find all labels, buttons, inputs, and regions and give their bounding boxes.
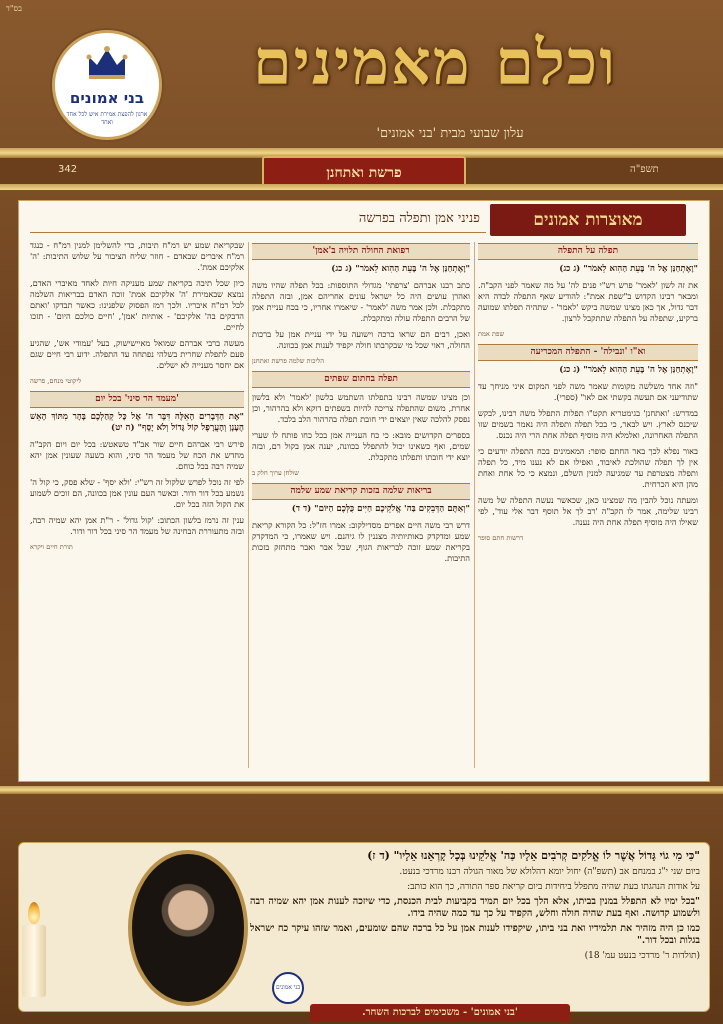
source-citation: דרשות חתם סופר <box>478 534 524 542</box>
memorial-line: (תולדות ר' מרדכי בנעט עמ' 18) <box>584 951 700 961</box>
memorial-verse: "כִּי מִי גוֹי גָּדוֹל אֲשֶׁר לוֹ אֱלֹקִים קְרֹבִים אֵלָיו כַּה' אֱלֹקֵינוּ בְּכָל קָרְאֵנוּ אֵלָיו" (ד ז) <box>367 849 700 862</box>
memorial-line: כמו כן היה מזהיר את תלמידיו ואת בני ביתו, שיקפידו לענות אמן על כל ברכה שהם שומעים, ואמר שזהו עיקר כח ישראל בגלות ובכל דור." <box>250 923 700 946</box>
issue-year: תשפ"ה <box>630 164 659 175</box>
verse-quote: "אֶת הַדְּבָרִים הָאֵלֶּה דִּבֶּר ה' אֶל כָּל קְהַלְכֶם בָּהָר מִתּוֹךְ הָאֵשׁ הֶעָנָן וְהָעֲרָפֶל קוֹל גָּדוֹל וְלֹא יָסָף" (ה יט) <box>30 412 244 433</box>
article-heading: תפלה בחתום שפתים <box>252 371 470 388</box>
column-left <box>30 240 244 770</box>
article-paragraph: "וזה אחד משלשה מקומות שאמר משה לפני המקום איני מניחך עד שתודיעני אם תעשה בקשתי אם לאו" (ספרי). <box>478 381 698 402</box>
article-paragraph: פירש רבי אברהם חיים שור אב"ד טשאטש: בכל יום ויום הקב"ה מחדש את הכח של מעמד הר סיני, והוא בשעה שעונין אמן יהא שמיה רבה בכל כוחם. <box>30 439 244 471</box>
verse-quote: "וְאַתֶּם הַדְּבֵקִים בַּה' אֱלֹקֵיכֶם חַיִּים כֻּלְּכֶם הַיּוֹם" (ד ד) <box>291 504 470 514</box>
page-subtitle: עלון שבועי מבית 'בני אמונים' <box>376 126 524 141</box>
article-paragraph: וכן מצינו שמשה רבינו בתפלתו השתמש בלשון 'לאמר' ולא בלשון אחרת, משום שהתפלה צריכה להיות בשפתים דוקא ולא בהרהור, וכן נפסק להלכה שאין יוצאים ידי חובת תפלה בהרהור הלב בלבד. <box>252 392 470 424</box>
article-paragraph: ענין זה נרמז בלשון הכתוב: 'קול גדול' - ר"ת אמן יהא שמיה רבה, ובזה מתעוררת הבחינה של מעמד הר סיני בכל דור ודור. <box>30 515 244 536</box>
article-paragraph: במדרש: 'ואתחנן' בגימטריא תקט"ו תפלות התפלל משה רבינו, לבקש שיכנס לארץ. ויש לבאר, כי בכל תפלה ותפלה היה נאמר בשמים שזו התפלה האחרונה, ואלמלא היה מוסיף תפלה אחת הרי היה נכנס. <box>478 408 698 440</box>
section-title: פניני אמן ותפלה בפרשה <box>358 211 480 226</box>
source-citation: שפת אמת <box>478 330 505 338</box>
column-right <box>478 240 698 770</box>
verse-quote: "וָאֶתְחַנַּן אֶל ה' בָּעֵת הַהִוא לֵאמֹר" (ג כג) <box>559 264 698 274</box>
article-paragraph: באור נפלא לכך באר החתם סופר: המאמינים בכח התפלה יודעים כי אין לך תפלה שהולכת לאיבוד, ואפילו אם לא נענו מיד, כל תפלה ותפלה מצטרפת עד שמגיעה למנין השלם, ונמצא כי כל אחת ואחת מהן היא הכרחית. <box>478 446 698 489</box>
source-citation: תורת חיים ויקרא <box>30 543 73 551</box>
gold-divider-3 <box>0 786 723 794</box>
crown-icon <box>85 45 129 81</box>
article-paragraph: לפי זה נוכל לפרש שלקול זה רש"י: 'ולא יסף' - שלא פסק, כי קול ה' נשמע בכל דור ודור. וכאשר העם עונין אמן בכוונה, הם זוכים לשמוע את הקול הזה בכל יום. <box>30 477 244 509</box>
article-paragraph: את זה לשון 'לאמר' פרש רש"י פנים לה' על מה שאמר לפני הקב"ה. ומבאר רבינו הקדוש ב"שפת אמת": להודיע שאף התפלה לבדה היא דבר גדול, אך כאן מצינו שמשה ביקש 'לאמר' - שתהיה תפלתו שמועה ברקיע, שתפלה על התפלה שתתקבל לרצון. <box>478 280 698 323</box>
memorial-line: ביום שני י"ג במנחם אב (תשפ"ה) יחול יומא דהלולא של מאור הגולה רבנו מרדכי בנעט. <box>399 867 700 877</box>
logo-name: בני אמונים <box>69 89 145 107</box>
gold-divider-2 <box>0 184 723 190</box>
source-citation: הליכות שלמה פרשת ואתחנן <box>252 357 325 365</box>
parasha-badge: פרשת ואתחנן <box>262 156 466 190</box>
article-heading: בריאות שלמה בזכות קריאת שמע שלמה <box>252 483 470 500</box>
article-heading: 'מעמד הר סיני' בכל יום <box>30 391 244 408</box>
article-heading: תפלה על התפלה <box>478 243 698 260</box>
bottom-logo: בני אמונים <box>272 972 304 1004</box>
flame-icon <box>28 902 40 924</box>
article-paragraph: כיון שכל תיבה בקריאת שמע מעניקה חיות לאחד מאיברי האדם, נמצא שבאמירת 'ה' אלקיכם אמת' זוכה האדם בבריאות השלמה לכל רמ"ח איבריו. ולכך רמז הפסוק שלפנינו: כאשר תבדקו 'ואתם הדבקים בה' אלקיכם' - אותיות 'אמן', 'חיים כולכם היום' - תזכו לחיים. <box>30 278 244 332</box>
article-heading: רפואת החולה תלויה ב'אמן' <box>252 243 470 260</box>
article-paragraph: שבקריאת שמע יש רמ"ח תיבות, כדי להשלימן למנין רמ"ח - כנגד רמ"ח איברים שבאדם - חוזר שליח הציבור על שלוש התיבות: 'ה' אלקיכם אמת'. <box>30 240 244 272</box>
logo <box>52 30 162 140</box>
memorial-lines <box>250 866 700 962</box>
article-paragraph: דרש רבי משה חיים אפרים מסדילקוב: אמרו חז"ל: כל הקורא קריאת שמע ומדקדק באותיותיה מצננין לו גיהנם. ויש שאמרו, כי המדקדק בקריאת שמע זוכה לבריאות הגוף, שכל אבר ואבר מתחזק בזכות התיבות. <box>252 520 470 563</box>
verse-quote: "וָאֶתְחַנַּן אֶל ה' בָּעֵת הַהִוא לֵאמֹר" (ג כג) <box>331 264 470 274</box>
article-paragraph: מעשה ברבי אברהם שמואל מאיישישוק, בעל 'עמודי אש', שהגיע פעם לתפלת שחרית בשלהי נפתחה עד התפלה. ידוע רבי חיים שגם אם יחסר מענייה לא ישלים. <box>30 338 244 370</box>
article-paragraph: בספרים הקדושים מובא: כי כח הענייה אמן בכל כחו פותח לו שערי שמים, ואף כשאינו יכול להתפלל בכוונה, יענה אמן בקול רם, ובזה יוצא ידי חובתו ותפלתו מתקבלת. <box>252 430 470 462</box>
column-divider <box>474 242 475 768</box>
logo-subtitle: ארגון להפצת אמירת איש לכל אחד ואחד <box>66 111 148 126</box>
article-paragraph: כתב רבנו אברהם 'צרפתי' מגדולי התוספות: בכל תפלה שהיו משה ואהרן עושים היה כל ישראל עונים אחריהם אמן, ובזה התפלה מתקבלת. ולכן אמר משה 'לאמר' - שיאמרו אחריו, כי בכח עניית אמן של הרבים התפלה עולה ומתקבלת. <box>252 280 470 323</box>
section-underline <box>30 232 486 233</box>
page-title: וכלם מאמינים <box>252 26 618 99</box>
source-citation: ליקוטי מנחם, פרשה <box>30 377 82 385</box>
section-tab: מאוצרות אמונים <box>490 204 686 236</box>
corner-text: בס"ד <box>6 4 22 13</box>
memorial-line: "בכל ימיו לא התפלל במנין בביתו, אלא הלך בכל יום תמיד בקביעות לבית הכנסת, כדי שיזכה לענות אמן יהא שמיה רבה ולשמוע קדושה. ואף בעת שהיה חולה וחלש, הקפיד על כך עד כמה שהיה בידו. <box>250 896 700 919</box>
memorial-text <box>250 850 700 965</box>
memorial-line: על אודות הנהגתו בעת שהיה מתפלל ביחידות ביום קריאת ספר התורה, כך הוא כותב: <box>407 882 700 892</box>
source-citation: שולחן ערוך חלק ב <box>252 469 299 477</box>
issue-number: 342 <box>58 164 78 175</box>
rabbi-portrait <box>128 850 248 1006</box>
footer-banner: 'בני אמונים' - משכימים לברכות השחר. <box>310 1004 570 1022</box>
verse-quote: "וָאֶתְחַנַּן אֶל ה' בָּעֵת הַהִוא לֵאמֹר" (ג כג) <box>559 365 698 375</box>
column-divider <box>248 242 249 768</box>
column-middle <box>252 240 470 770</box>
article-paragraph: ומעתה נוכל להבין מה שמצינו כאן, שכאשר נעשה התפלה של משה רבינו שלימה, אמר לו הקב"ה 'רב לך אל תוסף דבר אלי עוד', לפי שאילו היה מוסיף תפלה אחת היה נענה. <box>478 495 698 527</box>
candle-icon <box>22 925 46 997</box>
article-paragraph: ואכן, רבים הם שראו ברכה וישועה על ידי עניית אמן על ברכות החולה, ראוי שכל מי שבקרבתו חולה יקפיד לענות אמן בכוונה. <box>252 329 470 350</box>
article-heading: וא"ו 'ונבילה' - התפלה המכריעה <box>478 344 698 361</box>
